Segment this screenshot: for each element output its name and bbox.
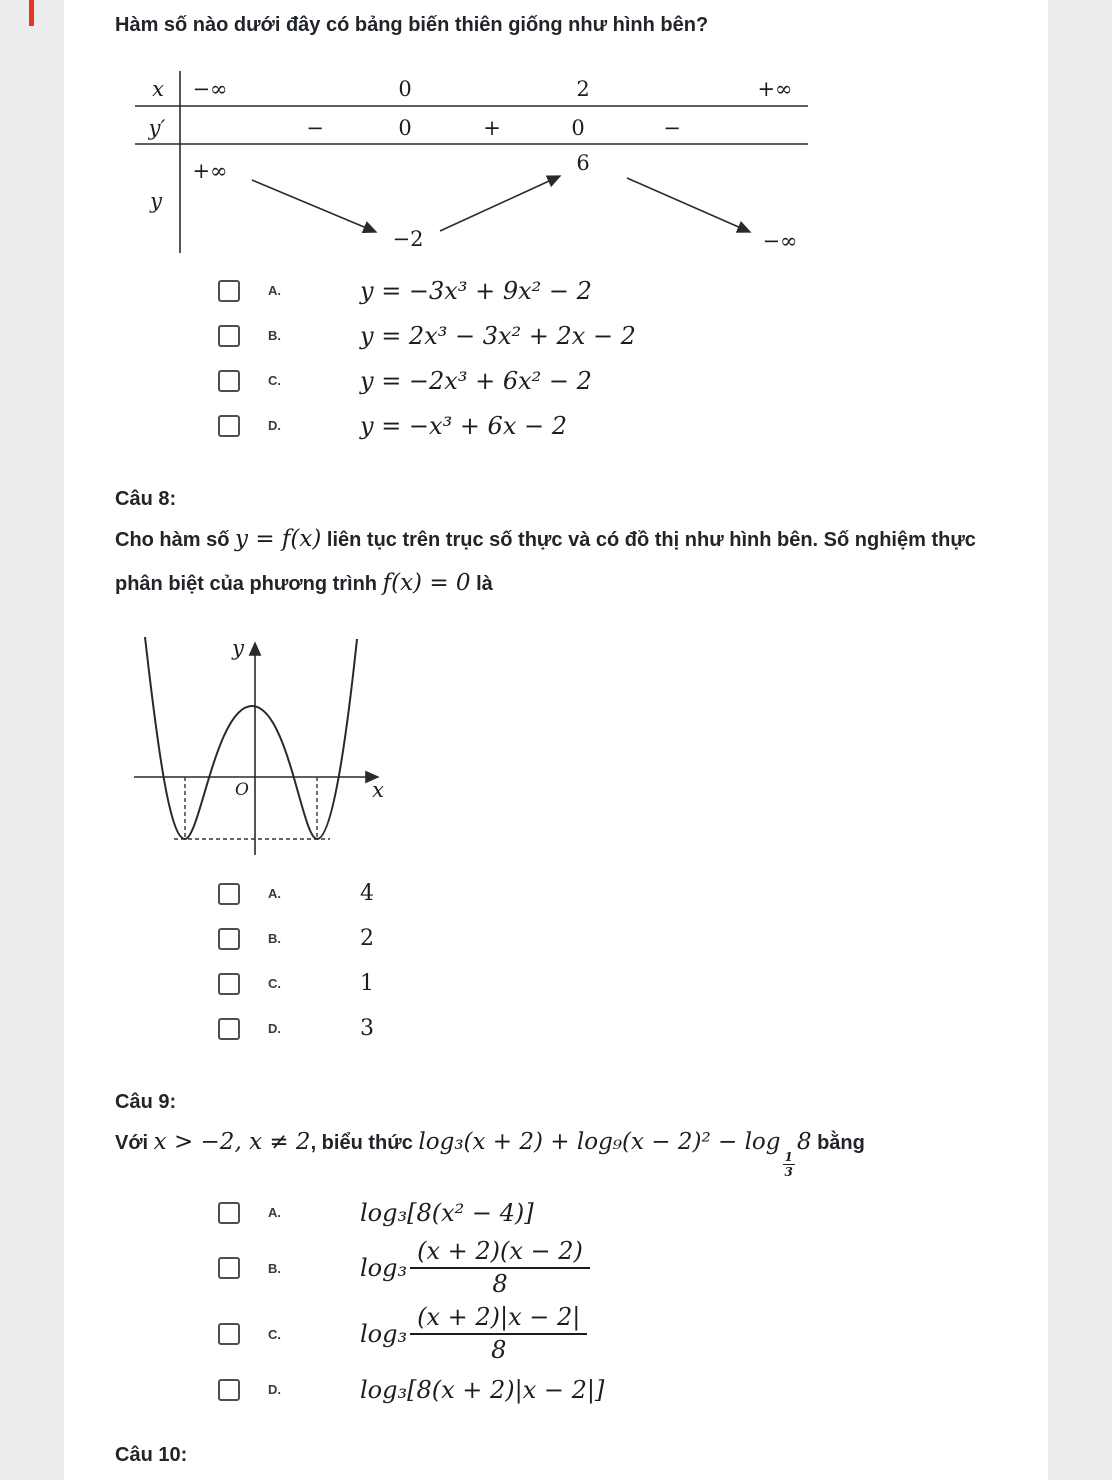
q9-math-2a: log₃(x + 2) + log₉(x − 2)² − log: [418, 1129, 781, 1156]
table-label-y: y: [150, 189, 162, 213]
option-letter: A.: [268, 886, 281, 902]
q9-option-a: [218, 1190, 1018, 1235]
log-prefix: log₃: [360, 1320, 408, 1349]
option-letter: A.: [268, 283, 281, 298]
left-margin: [0, 0, 64, 1480]
option-letter: C.: [268, 976, 281, 992]
x-value: −∞: [192, 77, 228, 101]
q8-option-d: [218, 1006, 1018, 1051]
x-value: +∞: [757, 77, 793, 101]
option-letter: B.: [268, 328, 281, 343]
y-min-value: −2: [392, 227, 424, 251]
q8-text-2: liên tục trên trục số thực và có đồ thị như hình bên. Số nghiệm thực phân biệt của phương trình: [115, 529, 976, 595]
y-limit-right: −∞: [762, 229, 798, 253]
option-checkbox[interactable]: [218, 973, 240, 995]
q9-options: [115, 1190, 1018, 1412]
option-checkbox[interactable]: [218, 325, 240, 347]
yprime-sign: 0: [398, 116, 412, 140]
table-label-x: x: [152, 77, 164, 101]
q8-option-b: [218, 916, 1018, 961]
function-graph-figure: [130, 631, 390, 859]
q9-question-text: [115, 1121, 1018, 1178]
q9-option-c: [218, 1301, 1018, 1367]
yprime-sign: 0: [571, 116, 585, 140]
yprime-sign: −: [306, 116, 324, 140]
x-value: 0: [398, 77, 412, 101]
option-checkbox[interactable]: [218, 928, 240, 950]
option-checkbox[interactable]: [218, 280, 240, 302]
q8-option-c: [218, 961, 1018, 1006]
option-checkbox[interactable]: [218, 415, 240, 437]
option-formula: y = 2x³ − 3x² + 2x − 2: [360, 321, 636, 350]
log-base-fraction: [783, 1151, 795, 1178]
red-marker: [29, 0, 34, 26]
option-letter: A.: [268, 1205, 281, 1221]
arrow-down-2: [627, 178, 750, 232]
right-margin: [1048, 0, 1112, 1480]
q8-math-2: f(x) = 0: [382, 569, 471, 596]
log-prefix: log₃: [360, 1254, 408, 1283]
q9-option-d: [218, 1367, 1018, 1412]
arrow-down-1: [252, 180, 376, 232]
option-checkbox[interactable]: [218, 1323, 240, 1345]
fraction-numerator: 1: [784, 1150, 793, 1165]
yprime-sign: −: [663, 116, 681, 140]
q8-text-1: Cho hàm số: [115, 529, 236, 551]
option-letter: D.: [268, 1382, 281, 1398]
fraction-denominator: 8: [491, 1336, 507, 1365]
option-value: 3: [360, 1016, 374, 1042]
option-checkbox[interactable]: [218, 883, 240, 905]
q7-option-c: [218, 358, 1018, 403]
q8-question-text: [115, 518, 1018, 605]
option-value: 1: [360, 971, 374, 997]
table-label-yprime: y′: [148, 116, 166, 140]
option-checkbox[interactable]: [218, 1379, 240, 1401]
q8-option-a: [218, 871, 1018, 916]
q8-options: [115, 871, 1018, 1051]
q7-options: [115, 268, 1018, 448]
q9-math-1: x > −2, x ≠ 2: [153, 1129, 311, 1156]
fraction-denominator: 3: [784, 1165, 793, 1180]
option-letter: C.: [268, 1326, 281, 1342]
option-formula: y = −3x³ + 9x² − 2: [360, 276, 592, 305]
fraction: [410, 1304, 587, 1365]
fraction-denominator: 8: [492, 1270, 508, 1299]
q7-option-d: [218, 403, 1018, 448]
option-formula: log₃[8(x² − 4)]: [360, 1198, 534, 1227]
option-formula: [360, 1238, 590, 1299]
q7-option-b: [218, 313, 1018, 358]
option-formula: y = −2x³ + 6x² − 2: [360, 366, 592, 395]
q9-option-b: [218, 1235, 1018, 1301]
option-formula: log₃[8(x + 2)|x − 2|]: [360, 1375, 605, 1404]
q8-math-1: y = f(x): [235, 526, 322, 552]
q7-question-text: Hàm số nào dưới đây có bảng biến thiên giống như hình bên?: [115, 14, 709, 36]
fraction: [410, 1238, 590, 1299]
option-checkbox[interactable]: [218, 1202, 240, 1224]
q9-text-1: Với: [115, 1132, 154, 1155]
option-formula: [360, 1304, 587, 1365]
option-checkbox[interactable]: [218, 370, 240, 392]
y-limit-left: +∞: [192, 159, 228, 183]
arrow-up: [440, 176, 560, 231]
option-formula: y = −x³ + 6x − 2: [360, 411, 567, 440]
option-value: 4: [360, 881, 374, 907]
graph-x-label: x: [372, 778, 384, 803]
yprime-sign: +: [483, 116, 501, 140]
graph-y-label: y: [232, 636, 244, 661]
fraction-numerator: (x + 2)(x − 2): [410, 1238, 590, 1270]
q9-text-3: bằng: [811, 1132, 865, 1155]
variation-table-figure: [130, 68, 810, 256]
graph-origin-label: O: [235, 780, 249, 801]
option-letter: D.: [268, 418, 281, 433]
option-letter: C.: [268, 373, 281, 388]
option-checkbox[interactable]: [218, 1018, 240, 1040]
fraction-numerator: (x + 2)|x − 2|: [410, 1304, 587, 1336]
y-max-value: 6: [576, 151, 590, 175]
quiz-content: [64, 0, 1048, 1480]
q9-heading: Câu 9:: [115, 1091, 177, 1114]
option-value: 2: [360, 926, 374, 952]
option-letter: B.: [268, 931, 281, 947]
option-letter: B.: [268, 1260, 281, 1276]
q9-text-2: , biểu thức: [310, 1132, 419, 1155]
q10-heading: Câu 10:: [115, 1444, 188, 1467]
q7-option-a: [218, 268, 1018, 313]
function-curve: [145, 637, 357, 839]
q8-text-3: là: [470, 572, 493, 595]
q8-heading: Câu 8:: [115, 488, 177, 510]
option-letter: D.: [268, 1021, 281, 1037]
q9-math-2b: 8: [796, 1129, 812, 1156]
option-checkbox[interactable]: [218, 1257, 240, 1279]
x-value: 2: [576, 77, 590, 101]
